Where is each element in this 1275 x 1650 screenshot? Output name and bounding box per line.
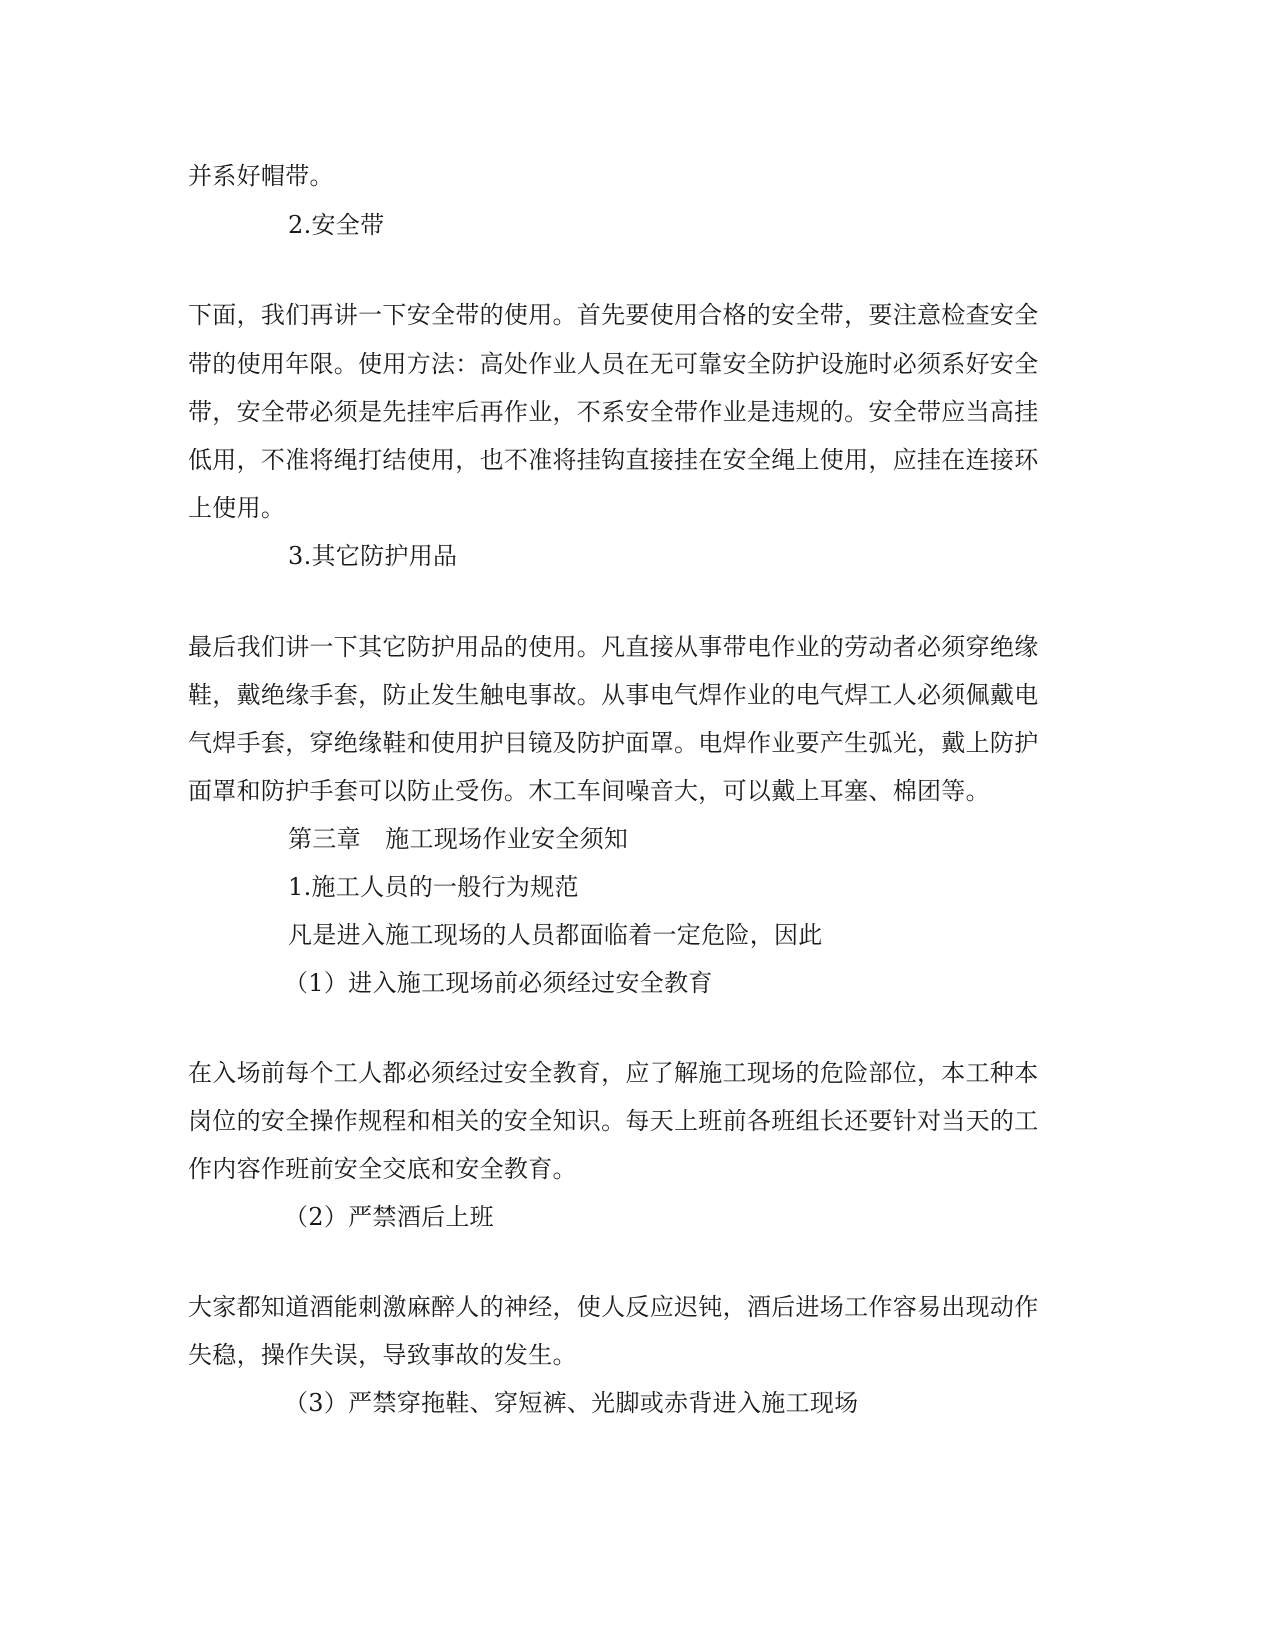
text-line: 气焊手套，穿绝缘鞋和使用护目镜及防护面罩。电焊作业要产生弧光，戴上防护 [188, 729, 1039, 757]
subsection-heading-3: （3）严禁穿拖鞋、穿短裤、光脚或赤背进入施工现场 [284, 1389, 859, 1417]
text-line: 凡是进入施工现场的人员都面临着一定危险，因此 [288, 921, 823, 949]
subsection-heading-2: （2）严禁酒后上班 [284, 1203, 494, 1231]
text-line: 鞋，戴绝缘手套，防止发生触电事故。从事电气焊作业的电气焊工人必须佩戴电 [188, 681, 1039, 709]
text-line: 最后我们讲一下其它防护用品的使用。凡直接从事带电作业的劳动者必须穿绝缘 [188, 633, 1039, 661]
text-line: 大家都知道酒能刺激麻醉人的神经，使人反应迟钝，酒后进场工作容易出现动作 [188, 1293, 1039, 1321]
text-line: 并系好帽带。 [188, 162, 334, 190]
subsection-heading-1: （1）进入施工现场前必须经过安全教育 [284, 969, 713, 997]
text-line: 岗位的安全操作规程和相关的安全知识。每天上班前各班组长还要针对当天的工 [188, 1107, 1039, 1135]
text-line: 失稳，操作失误，导致事故的发生。 [188, 1341, 577, 1369]
section-heading-safety-belt: 2.安全带 [288, 211, 385, 239]
text-line: 上使用。 [188, 494, 286, 522]
text-line: 低用，不准将绳打结使用，也不准将挂钩直接挂在安全绳上使用，应挂在连接环 [188, 446, 1039, 474]
section-heading-behavior: 1.施工人员的一般行为规范 [288, 873, 579, 901]
section-heading-other-protection: 3.其它防护用品 [288, 542, 458, 570]
text-line: 在入场前每个工人都必须经过安全教育，应了解施工现场的危险部位，本工种本 [188, 1059, 1039, 1087]
text-line: 下面，我们再讲一下安全带的使用。首先要使用合格的安全带，要注意检查安全 [188, 301, 1039, 329]
text-line: 作内容作班前安全交底和安全教育。 [188, 1155, 577, 1183]
text-line: 面罩和防护手套可以防止受伤。木工车间噪音大，可以戴上耳塞、棉团等。 [188, 777, 990, 805]
text-line: 带，安全带必须是先挂牢后再作业，不系安全带作业是违规的。安全带应当高挂 [188, 398, 1039, 426]
text-line: 带的使用年限。使用方法：高处作业人员在无可靠安全防护设施时必须系好安全 [188, 350, 1039, 378]
chapter-heading: 第三章 施工现场作业安全须知 [288, 825, 629, 853]
